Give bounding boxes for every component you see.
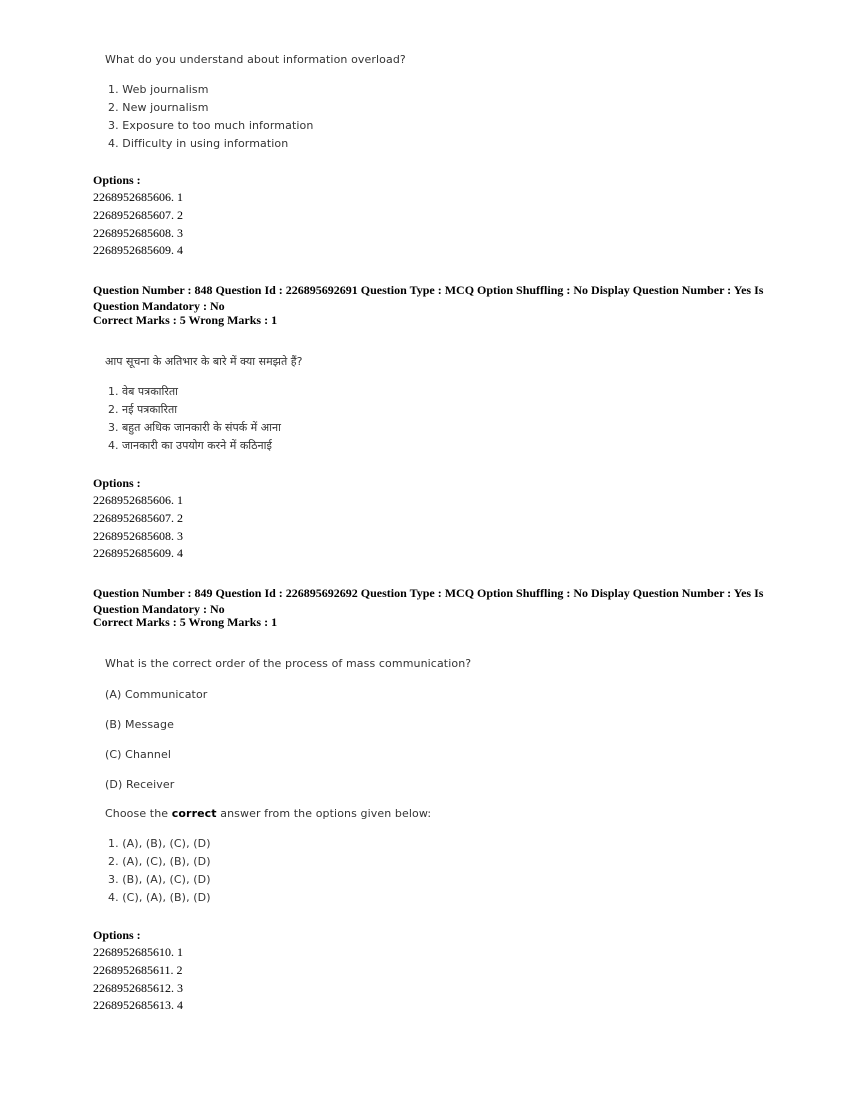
question-3-choice-2: 2. (A), (C), (B), (D): [108, 855, 211, 868]
question-3-instruction: [105, 807, 431, 820]
option-id-1-3: 2268952685608. 3: [93, 226, 183, 240]
question-3-choice-3: 3. (B), (A), (C), (D): [108, 873, 211, 886]
question-2-choice-1: 1. वेब पत्रकारिता: [108, 385, 178, 398]
options-label-3: Options :: [93, 928, 141, 942]
question-848-marks: Correct Marks : 5 Wrong Marks : 1: [93, 313, 278, 327]
options-label-1: Options :: [93, 173, 141, 187]
question-2-choice-3: 3. बहुत अधिक जानकारी के संपर्क में आना: [108, 421, 281, 434]
question-3-choice-1: 1. (A), (B), (C), (D): [108, 837, 211, 850]
option-id-3-1: 2268952685610. 1: [93, 945, 183, 959]
question-849-meta: Question Number : 849 Question Id : 226895692692 Question Type : MCQ Option Shuffling : No Display Question Number : Yes Is Question Mandatory : No: [93, 586, 764, 616]
option-id-2-2: 2268952685607. 2: [93, 511, 183, 525]
option-id-1-2: 2268952685607. 2: [93, 208, 183, 222]
question-3-choice-4: 4. (C), (A), (B), (D): [108, 891, 211, 904]
question-1-choice-2: 2. New journalism: [108, 101, 209, 114]
question-1-choice-1: 1. Web journalism: [108, 83, 209, 96]
option-id-3-4: 2268952685613. 4: [93, 998, 183, 1012]
question-1-choice-4: 4. Difficulty in using information: [108, 137, 289, 150]
option-id-2-3: 2268952685608. 3: [93, 529, 183, 543]
question-848-meta: Question Number : 848 Question Id : 226895692691 Question Type : MCQ Option Shuffling : No Display Question Number : Yes Is Question Mandatory : No: [93, 283, 764, 313]
option-id-1-1: 2268952685606. 1: [93, 190, 183, 204]
option-id-2-4: 2268952685609. 4: [93, 546, 183, 560]
option-id-1-4: 2268952685609. 4: [93, 243, 183, 257]
question-2-text: आप सूचना के अतिभार के बारे में क्या समझते हैं?: [105, 355, 303, 368]
question-2-choice-4: 4. जानकारी का उपयोग करने में कठिनाई: [108, 439, 272, 452]
question-1-text: What do you understand about information overload?: [105, 53, 406, 66]
question-1-choice-3: 3. Exposure to too much information: [108, 119, 314, 132]
question-3-text: What is the correct order of the process of mass communication?: [105, 657, 472, 670]
question-3-item-d: (D) Receiver: [105, 778, 175, 791]
instruction-emphasis: correct: [171, 807, 217, 820]
option-id-3-2: 2268952685611. 2: [93, 963, 183, 977]
option-id-3-3: 2268952685612. 3: [93, 981, 183, 995]
instruction-suffix: answer from the options given below:: [216, 807, 432, 820]
question-3-item-c: (C) Channel: [105, 748, 172, 761]
question-3-item-b: (B) Message: [105, 718, 174, 731]
question-3-item-a: (A) Communicator: [105, 688, 208, 701]
option-id-2-1: 2268952685606. 1: [93, 493, 183, 507]
question-2-choice-2: 2. नई पत्रकारिता: [108, 403, 178, 416]
instruction-prefix: Choose the: [105, 807, 172, 820]
question-849-marks: Correct Marks : 5 Wrong Marks : 1: [93, 615, 278, 629]
options-label-2: Options :: [93, 476, 141, 490]
